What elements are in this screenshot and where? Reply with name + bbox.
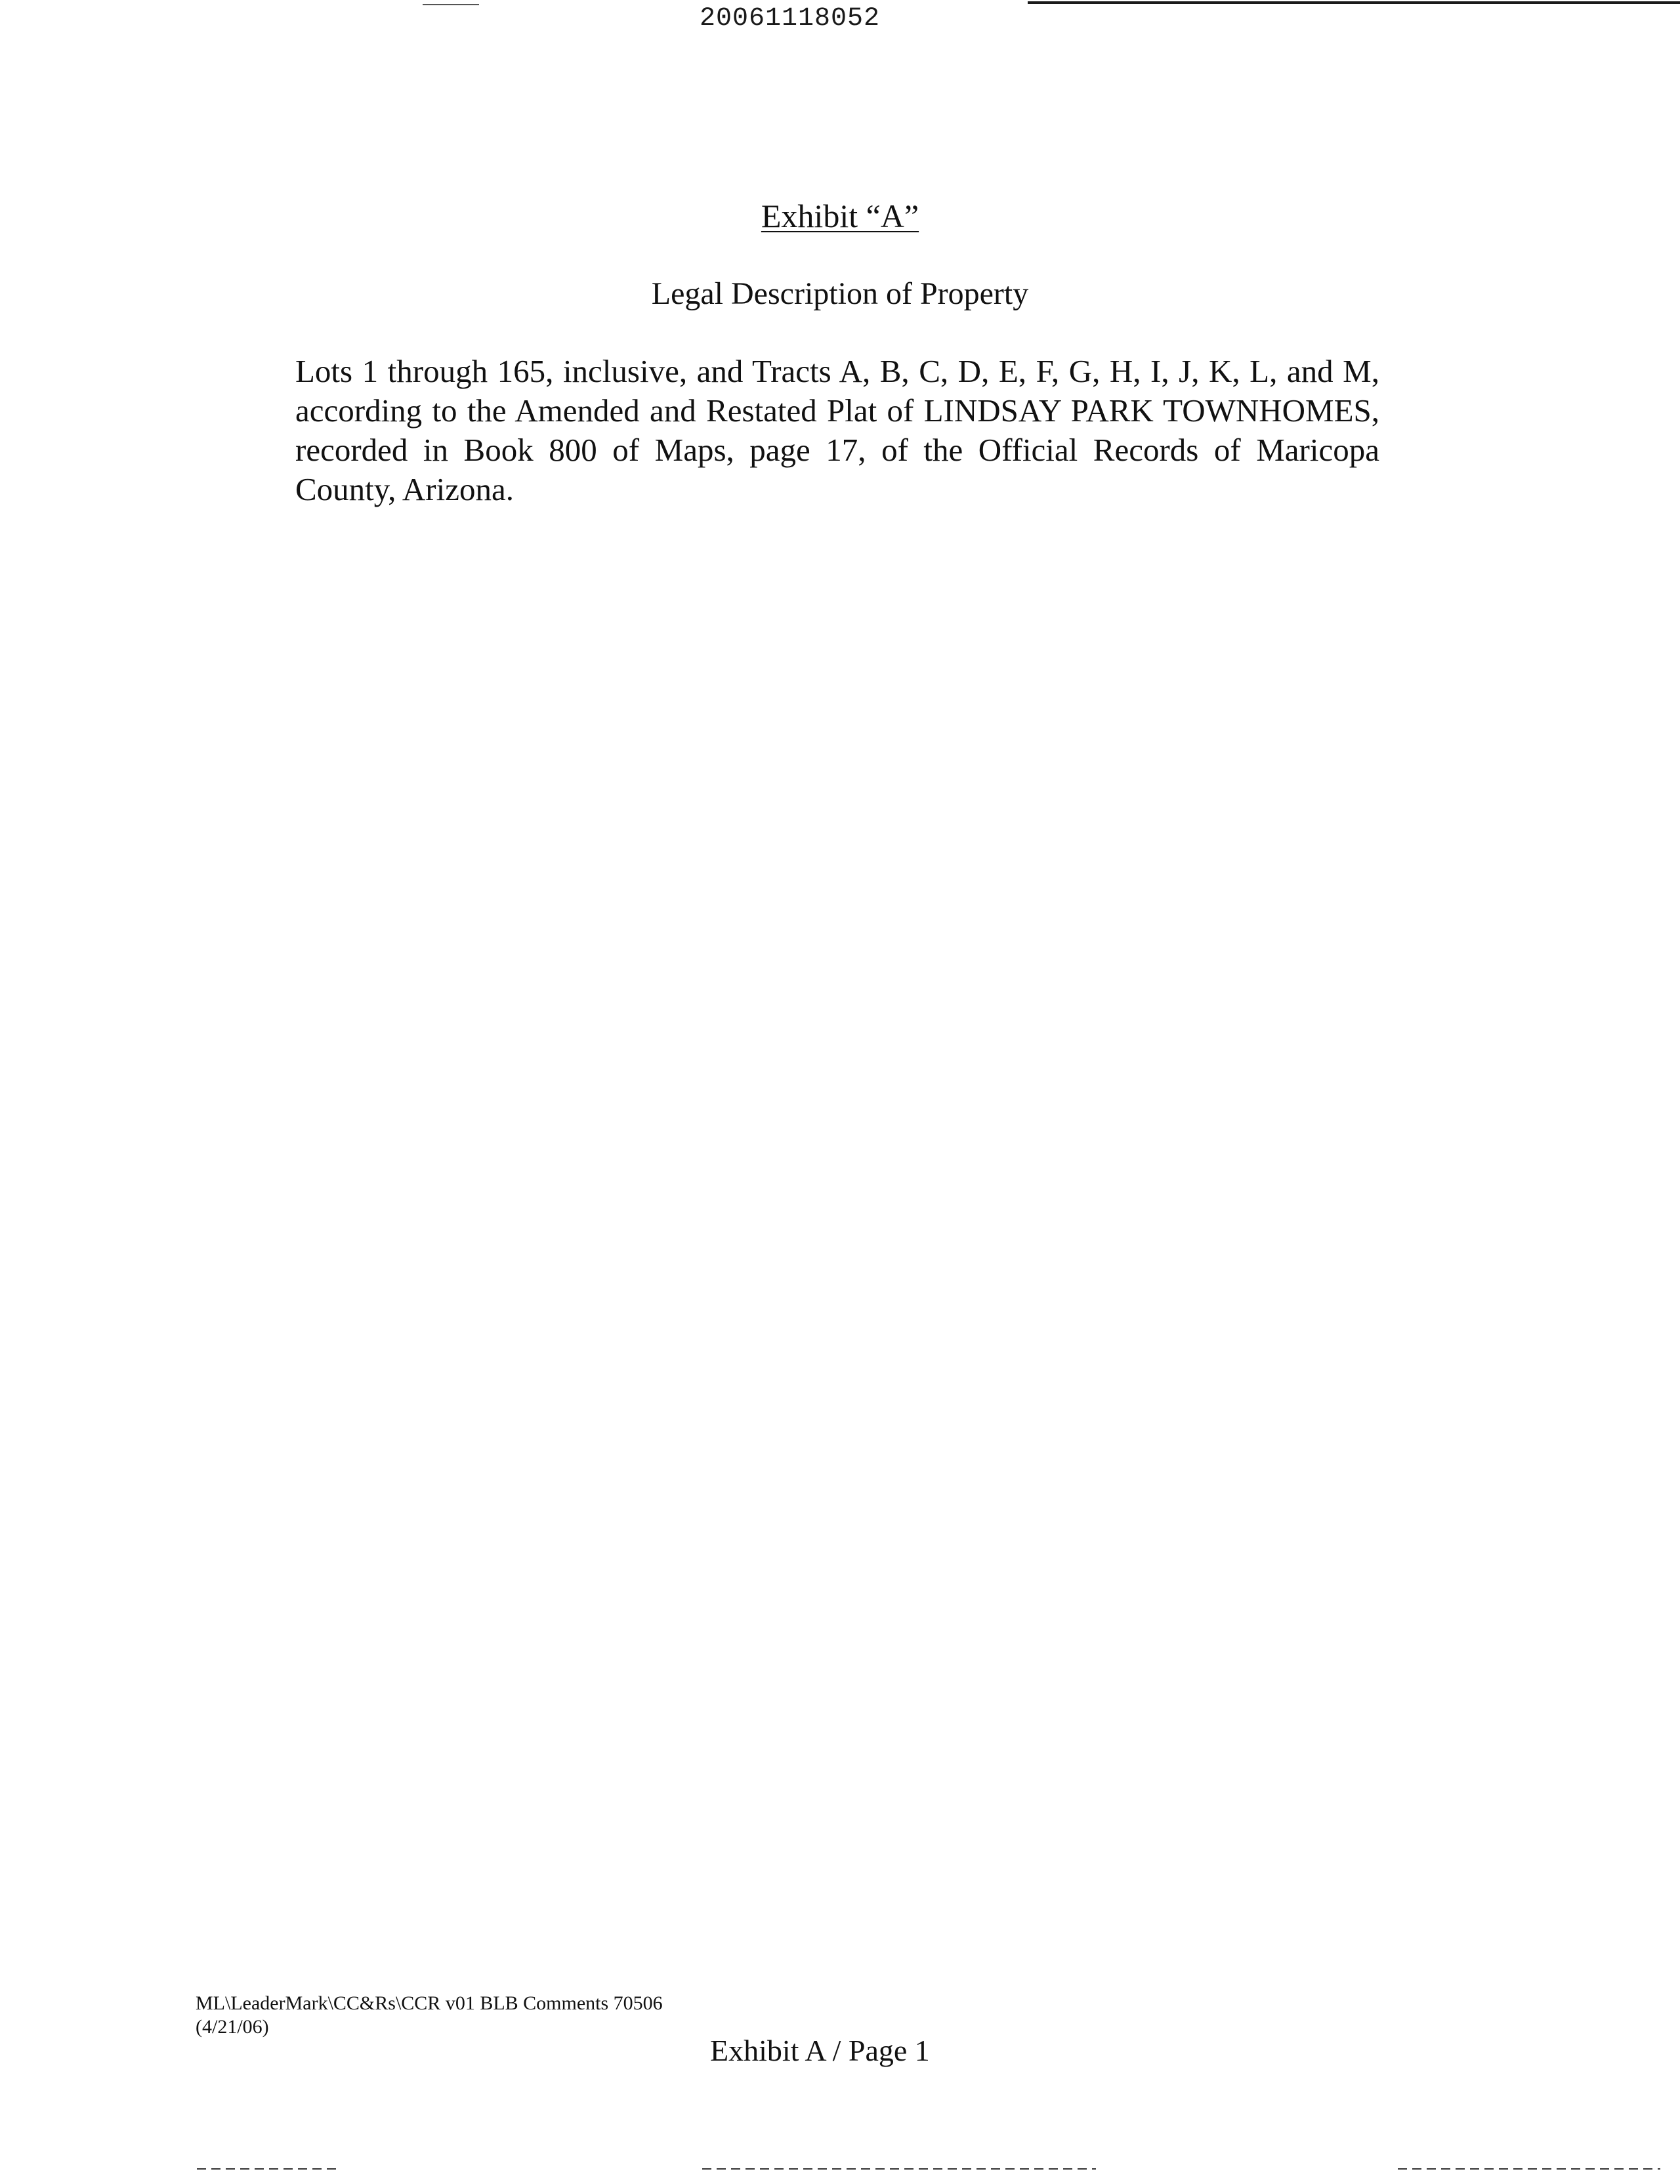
footer-date: (4/21/06) [196, 2016, 269, 2038]
exhibit-title-text: Exhibit “A” [761, 198, 919, 234]
footer-page-label: Exhibit A / Page 1 [710, 2034, 930, 2067]
exhibit-title [0, 197, 1680, 235]
scan-artifact-line [1028, 1, 1680, 4]
document-subtitle: Legal Description of Property [651, 276, 1029, 311]
recording-number: 20061118052 [700, 4, 881, 33]
legal-description-paragraph: Lots 1 through 165, inclusive, and Tracts A, B, C, D, E, F, G, H, I, J, K, L, and M, according to the Amended and Restated Plat of LINDSAY PARK TOWNHOMES, recorded in Book 800 of Maps, page 17, of the Official Records of Maricopa County, Arizona. [295, 353, 1379, 507]
scan-artifact-line [1398, 2168, 1660, 2170]
scan-artifact-line [423, 4, 479, 5]
scan-artifact-line [197, 2168, 341, 2170]
scan-artifact-line [702, 2168, 1096, 2170]
footer-file-path: ML\LeaderMark\CC&Rs\CCR v01 BLB Comments 70506 [196, 1992, 663, 2014]
